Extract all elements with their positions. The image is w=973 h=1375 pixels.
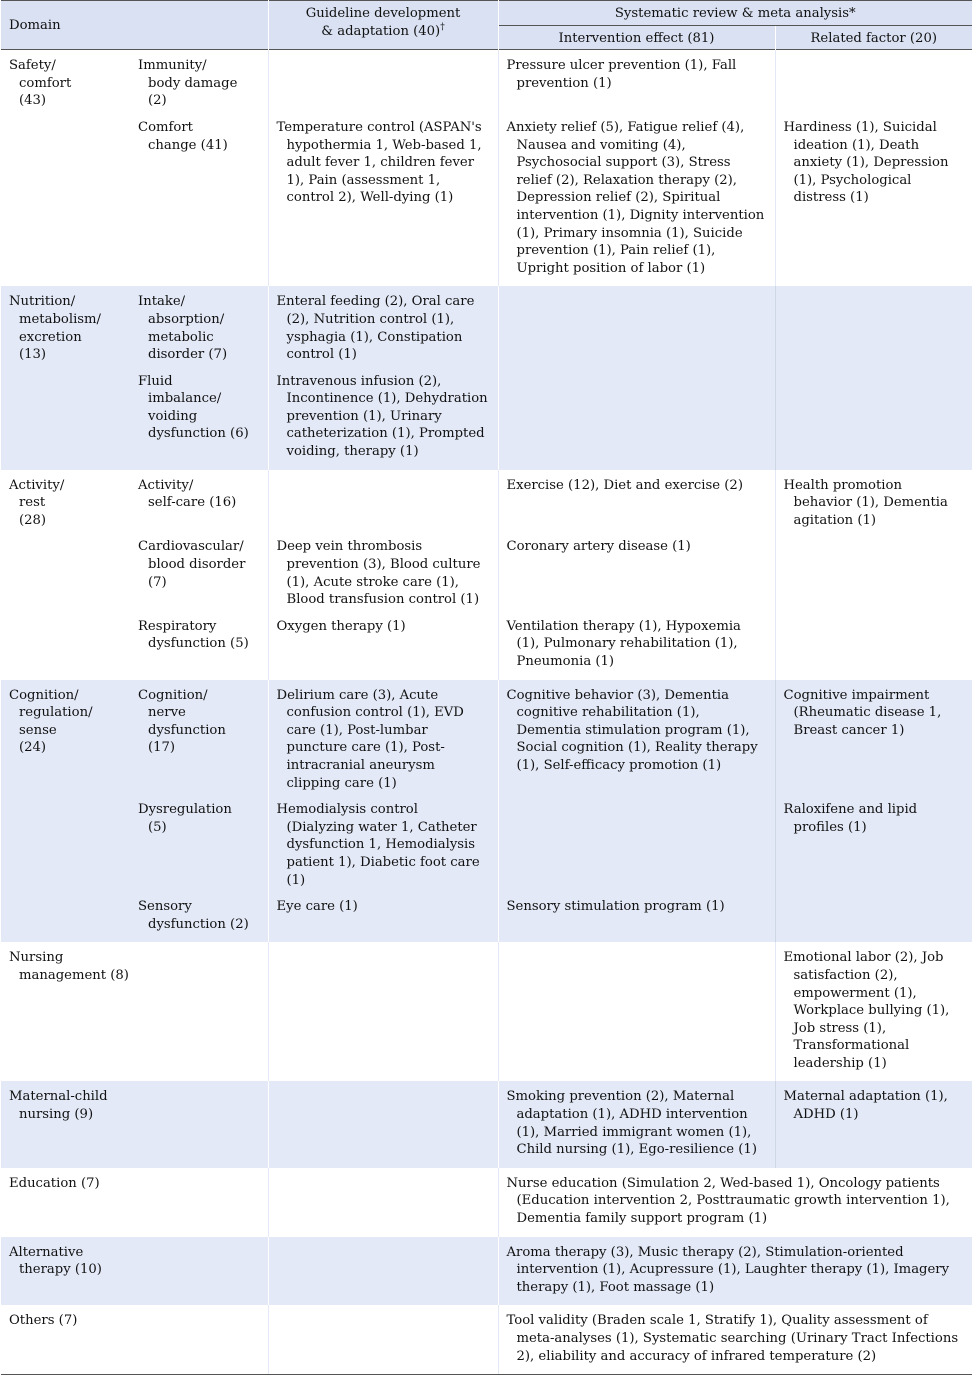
table-row	[1, 801, 972, 898]
sub-fluid: Fluid imbalance/ voiding dysfunction (6)	[130, 373, 268, 470]
domain-alternative: Alternative therapy (10)	[1, 1237, 268, 1306]
table-row	[1, 470, 972, 539]
cell-related: Health promotion behavior (1), Dementia agitation (1)	[775, 470, 972, 539]
domain-maternal: Maternal-child nursing (9)	[1, 1081, 268, 1167]
cell-related: Maternal adaptation (1), ADHD (1)	[775, 1081, 972, 1167]
sub-respiratory: Respiratory dysfunction (5)	[130, 618, 268, 680]
table-row	[1, 680, 972, 802]
sub-dysregulation: Dysregulation (5)	[130, 801, 268, 898]
table-row	[1, 942, 972, 1081]
cell-intervention: Tool validity (Braden scale 1, Stratify 1), Quality assessment of meta-analyses (1), Systematic searching (Urinary Tract Infections 2), eliability and accuracy of infrared temperature (2)	[498, 1305, 972, 1374]
cell-related: Raloxifene and lipid profiles (1)	[775, 801, 972, 898]
header-domain: Domain	[1, 1, 268, 50]
sub-sensory: Sensory dysfunction (2)	[130, 898, 268, 942]
header-intervention: Intervention effect (81)	[498, 25, 775, 50]
sub-activity: Activity/ self-care (16)	[130, 470, 268, 539]
table-row	[1, 286, 972, 372]
sub-cardiovascular: Cardiovascular/ blood disorder (7)	[130, 538, 268, 617]
cell-guideline: Intravenous infusion (2), Incontinence (1), Dehydration prevention (1), Urinary catheterization (1), Prompted voiding, therapy (1)	[268, 373, 498, 470]
table-row	[1, 1305, 972, 1374]
cell-intervention: Ventilation therapy (1), Hypoxemia (1), Pulmonary rehabilitation (1), Pneumonia (1)	[498, 618, 775, 680]
cell-intervention: Nurse education (Simulation 2, Wed-based 1), Oncology patients (Education intervention 2, Posttraumatic growth intervention 1), Dementia family support program (1)	[498, 1168, 972, 1237]
table-row	[1, 1168, 972, 1237]
cell-intervention: Cognitive behavior (3), Dementia cognitive rehabilitation (1), Dementia stimulation program (1), Social cognition (1), Reality therapy (1), Self-efficacy promotion (1)	[498, 680, 775, 802]
domain-others: Others (7)	[1, 1305, 268, 1374]
cell-guideline: Hemodialysis control (Dialyzing water 1, Catheter dysfunction 1, Hemodialysis patient 1), Diabetic foot care (1)	[268, 801, 498, 898]
header-related: Related factor (20)	[775, 25, 972, 50]
table-row	[1, 538, 972, 617]
table-row	[1, 898, 972, 942]
cell-intervention: Anxiety relief (5), Fatigue relief (4), Nausea and vomiting (4), Psychosocial support (3), Stress relief (2), Relaxation therapy (2), Depression relief (2), Spiritual intervention (1), Dignity intervention (1), Primary insomnia (1), Suicide prevention (1), Pain relief (1), Upright position of labor (1)	[498, 119, 775, 286]
cell-related: Hardiness (1), Suicidal ideation (1), Death anxiety (1), Depression (1), Psychological distress (1)	[775, 119, 972, 286]
cell-guideline: Deep vein thrombosis prevention (3), Blood culture (1), Acute stroke care (1), Blood transfusion control (1)	[268, 538, 498, 617]
table-row	[1, 1081, 972, 1167]
cell-intervention: Sensory stimulation program (1)	[498, 898, 775, 942]
domain-cognition: Cognition/ regulation/ sense (24)	[1, 680, 130, 943]
cell-guideline: Temperature control (ASPAN's hypothermia 1, Web-based 1, adult fever 1, children fever 1), Pain (assessment 1, control 2), Well-dying (1)	[268, 119, 498, 286]
table-row	[1, 373, 972, 470]
cell-intervention: Coronary artery disease (1)	[498, 538, 775, 617]
cell-intervention: Smoking prevention (2), Maternal adaptation (1), ADHD intervention (1), Married immigrant women (1), Child nursing (1), Ego-resilience (1)	[498, 1081, 775, 1167]
domain-nursing: Nursing management (8)	[1, 942, 268, 1081]
header-guideline: Guideline development & adaptation (40)†	[268, 1, 498, 50]
cell-guideline: Eye care (1)	[268, 898, 498, 942]
domain-nutrition: Nutrition/ metabolism/ excretion (13)	[1, 286, 130, 469]
table-row	[1, 1237, 972, 1306]
cell-intervention: Aroma therapy (3), Music therapy (2), Stimulation-oriented intervention (1), Acupressure (1), Laughter therapy (1), Imagery therapy (1), Foot massage (1)	[498, 1237, 972, 1306]
cell-intervention: Pressure ulcer prevention (1), Fall prevention (1)	[498, 50, 775, 119]
domain-safety: Safety/ comfort (43)	[1, 50, 130, 287]
sub-comfort: Comfort change (41)	[130, 119, 268, 286]
domain-table	[1, 0, 972, 1375]
table-row	[1, 618, 972, 680]
header-systematic: Systematic review & meta analysis*	[498, 1, 972, 26]
cell-related: Emotional labor (2), Job satisfaction (2), empowerment (1), Workplace bullying (1), Job stress (1), Transformational leadership (1)	[775, 942, 972, 1081]
table-row	[1, 50, 972, 119]
cell-intervention: Exercise (12), Diet and exercise (2)	[498, 470, 775, 539]
domain-activity: Activity/ rest (28)	[1, 470, 130, 680]
table-row	[1, 119, 972, 286]
cell-guideline: Oxygen therapy (1)	[268, 618, 498, 680]
sub-intake: Intake/ absorption/ metabolic disorder (7)	[130, 286, 268, 372]
cell-guideline: Enteral feeding (2), Oral care (2), Nutrition control (1), ysphagia (1), Constipation control (1)	[268, 286, 498, 372]
cell-related: Cognitive impairment (Rheumatic disease 1, Breast cancer 1)	[775, 680, 972, 802]
cell-guideline: Delirium care (3), Acute confusion control (1), EVD care (1), Post-lumbar puncture care (1), Post-intracranial aneurysm clipping care (1)	[268, 680, 498, 802]
sub-cognition: Cognition/ nerve dysfunction (17)	[130, 680, 268, 802]
sub-immunity: Immunity/ body damage (2)	[130, 50, 268, 119]
domain-education: Education (7)	[1, 1168, 268, 1237]
